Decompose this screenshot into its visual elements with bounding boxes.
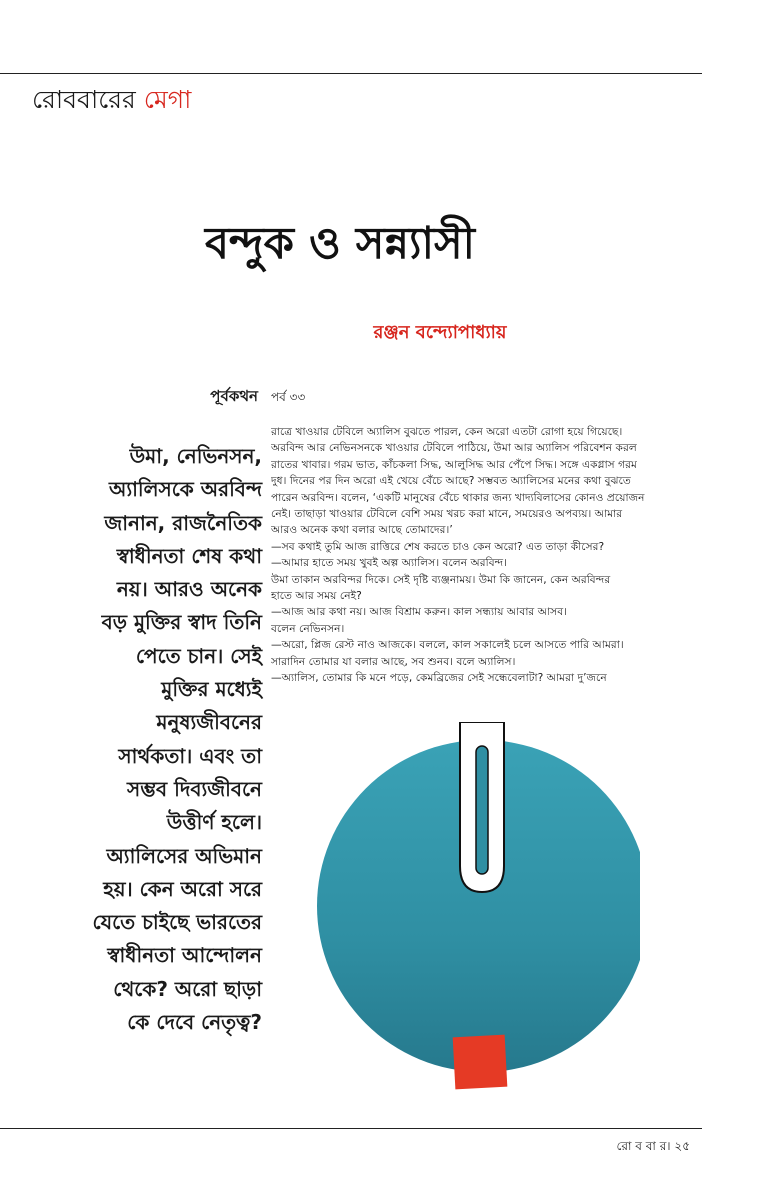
article-title	[200, 200, 480, 280]
prologue-line: মনুষ্যজীবনের	[156, 710, 262, 735]
body-line: —সব কথাই তুমি আজ রাত্তিরে শেষ করতে চাও কেন অরো? এত তাড়া কীসের?	[271, 539, 605, 553]
body-line: অরবিন্দ আর নেভিনসনকে খাওয়ার টেবিলে পাঠিয়ে, উমা আর অ্যালিস পরিবেশন করল	[271, 441, 637, 455]
prologue-line: হয়। কেন অরো সরে	[103, 876, 262, 901]
prologue-line: বড় মুক্তির স্বাদ তিনি	[101, 610, 262, 635]
section-label-accent: মেগা	[143, 85, 192, 114]
section-label-main: রোববারের	[32, 85, 144, 114]
body-line: হাতে আর সময় নেই?	[271, 589, 362, 603]
prologue-title: পূর্বকথন	[210, 387, 258, 405]
prologue-line: মুক্তির মধ্যেই	[161, 677, 262, 702]
author-name: রঞ্জন বন্দ্যোপাধ্যায়	[373, 322, 507, 343]
body-line: —অ্যালিস, তোমার কি মনে পড়ে, কেমব্রিজের সেই সন্ধেবেলাটা? আমরা দু’জনে	[271, 671, 607, 685]
prologue-line: সম্ভব দিব্যজীবনে	[127, 776, 262, 801]
body-line: দুধ। দিনের পর দিন অরো এই খেয়ে বেঁচে আছে? সম্ভবত অ্যালিসের মনের কথা বুঝতে	[271, 474, 631, 488]
prologue-line: উত্তীর্ণ হলে।	[166, 810, 262, 835]
prologue-line: অ্যালিসের অভিমান	[106, 843, 262, 868]
episode-number: পর্ব ৩৩	[271, 390, 306, 404]
section-label	[32, 84, 191, 116]
prologue-line: পেতে চান। সেই	[135, 643, 262, 668]
body-line: উমা তাকান অরবিন্দর দিকে। সেই দৃষ্টি ব্যঞ্জনাময়। উমা কি জানেন, কেন অরবিন্দর	[271, 572, 611, 586]
body-line: —আমার হাতে সময় খুবই অল্প অ্যালিস। বলেন অরবিন্দ।	[271, 556, 508, 570]
body-line: নেই। তাছাড়া খাওয়ার টেবিলে বেশি সময় খরচ করা মানে, সময়েরও অপব্যয়। আমার	[271, 507, 623, 521]
body-line: সারাদিন তোমার যা বলার আছে, সব শুনব। বলে অ্যালিস।	[271, 654, 516, 668]
prologue-line: কে দেবে নেতৃত্ব?	[127, 1010, 262, 1035]
prologue-line: অ্যালিসকে অরবিন্দ	[109, 477, 262, 502]
bottom-rule	[0, 1128, 702, 1129]
body-line: পারেন অরবিন্দ। বলেন, ‘একটি মানুষের বেঁচে থাকার জন্য খাদ্যবিলাসের কোনও প্রয়োজন	[271, 490, 645, 504]
article-body	[271, 424, 701, 687]
article-title-text: বন্দুক ও সন্ন্যাসী	[205, 218, 480, 269]
prologue-line: জানান, রাজনৈতিক	[104, 510, 262, 535]
red-square	[453, 1035, 508, 1090]
illustration	[290, 722, 640, 1102]
body-line: রাত্রে খাওয়ার টেবিলে অ্যালিস বুঝতে পারল, কেন অরো এতটা রোগা হয়ে গিয়েছে।	[271, 425, 623, 438]
prologue-line: স্বাধীনতা আন্দোলন	[107, 943, 262, 968]
body-line: —অরো, প্লিজ রেস্ট নাও আজকে। বললে, কাল সকালেই চলে আসতে পারি আমরা।	[271, 638, 624, 652]
page-footer: রো ব বা র। ২৫	[616, 1139, 690, 1153]
tilak-inner-line	[476, 746, 488, 874]
prologue-line: সার্থকতা। এবং তা	[118, 743, 262, 768]
prologue-line: উমা, নেভিনসন,	[129, 444, 262, 468]
prologue-line: স্বাধীনতা শেষ কথা	[116, 543, 262, 568]
body-line: বলেন নেভিনসন।	[271, 621, 345, 635]
body-line: —আজ আর কথা নয়। আজ বিশ্রাম করুন। কাল সন্ধ্যায় আবার আসব।	[271, 605, 567, 619]
prologue-line: থেকে? অরো ছাড়া	[113, 976, 262, 1001]
body-line: আরও অনেক কথা বলার আছে তোমাদের।’	[271, 523, 453, 537]
prologue-text	[32, 440, 262, 1039]
prologue-line: নয়। আরও অনেক	[116, 577, 262, 602]
top-rule	[0, 73, 702, 74]
prologue-line: যেতে চাইছে ভারতের	[92, 910, 262, 935]
body-line: রাতের খাবার। গরম ভাত, কাঁচকলা সিদ্ধ, আলুসিদ্ধ আর পেঁপে সিদ্ধ। সঙ্গে একগ্লাস গরম	[271, 457, 637, 471]
